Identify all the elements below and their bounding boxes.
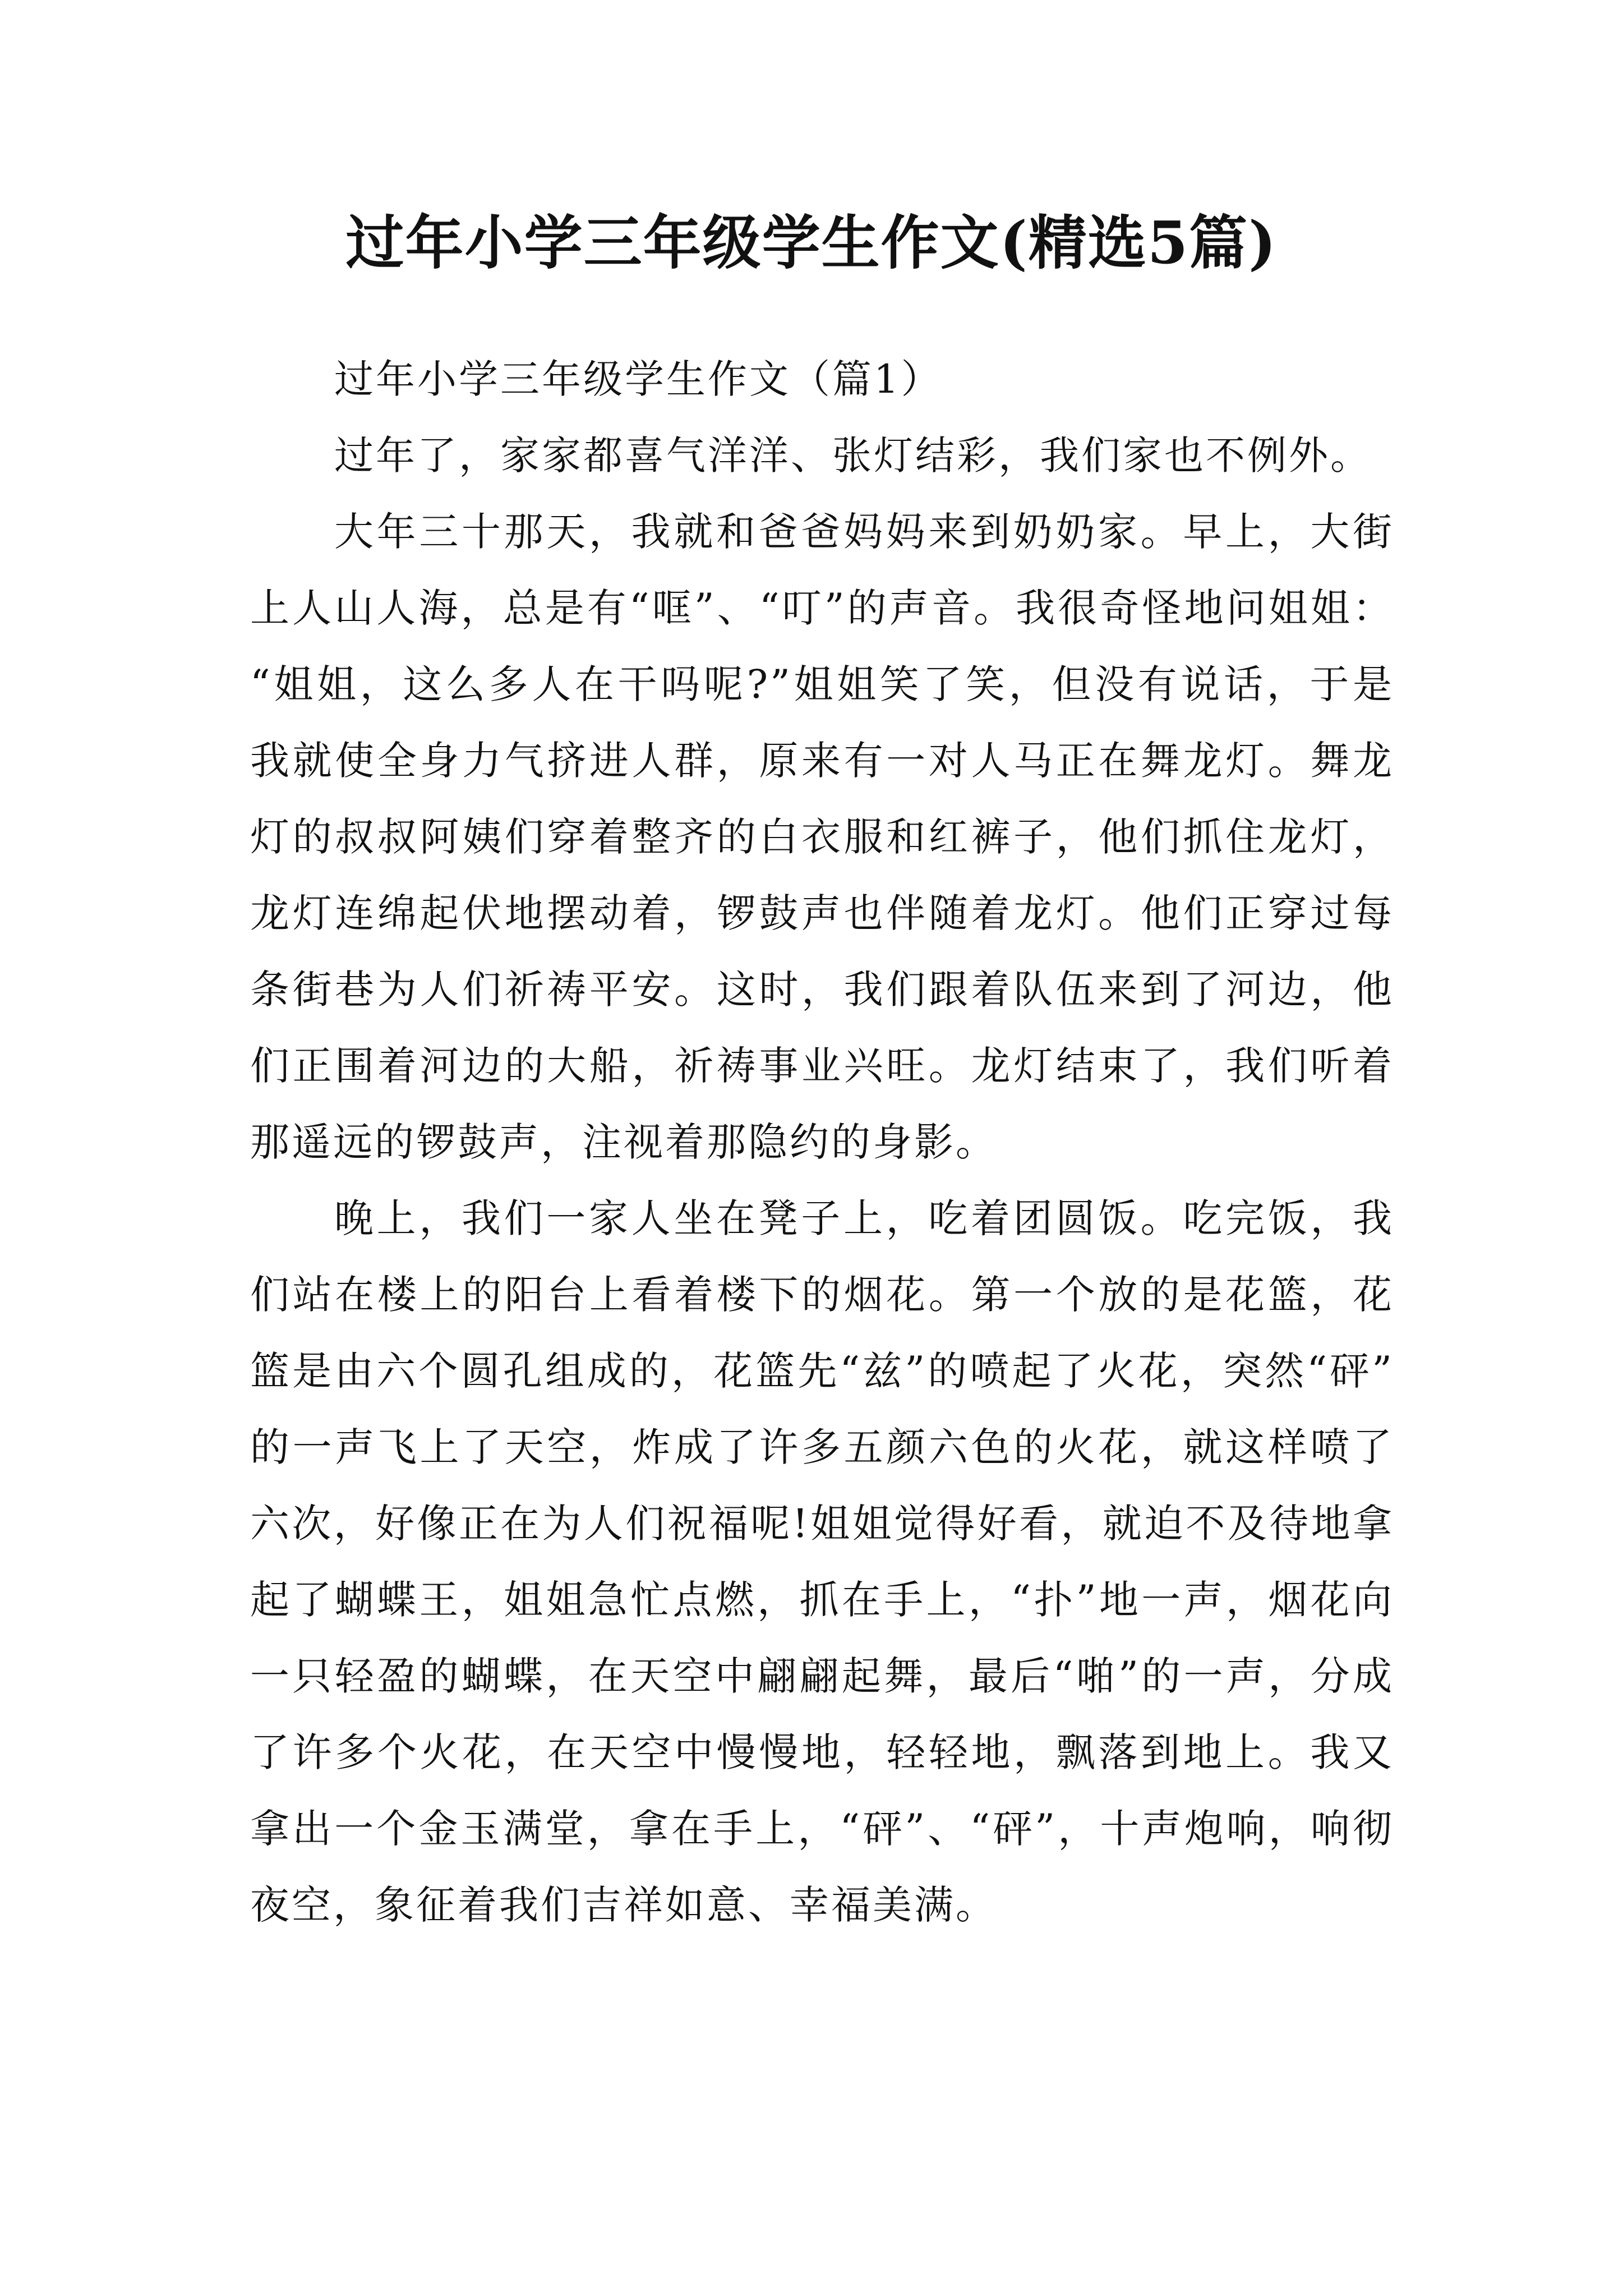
paragraph: 大年三十那天，我就和爸爸妈妈来到奶奶家。早上，大街上人山人海，总是有“哐”、“叮”的声音。我很奇怪地问姐姐：“姐姐，这么多人在干吗呢?”姐姐笑了笑，但没有说话，于是我就使全身力气挤进人群，原来有一对人马正在舞龙灯。舞龙灯的叔叔阿姨们穿着整齐的白衣服和红裤子，他们抓住龙灯，龙灯连绵起伏地摆动着，锣鼓声也伴随着龙灯。他们正穿过每条街巷为人们祈祷平安。这时，我们跟着队伍来到了河边，他们正围着河边的大船，祈祷事业兴旺。龙灯结束了，我们听着那遥远的锣鼓声，注视着那隐约的身影。 (250, 509, 1394, 1165)
section-heading: 过年小学三年级学生作文（篇1） (334, 356, 943, 402)
paragraph: 晚上，我们一家人坐在凳子上，吃着团圆饭。吃完饭，我们站在楼上的阳台上看着楼下的烟花。第一个放的是花篮，花篮是由六个圆孔组成的，花篮先“兹”的喷起了火花，突然“砰”的一声飞上了天空，炸成了许多五颜六色的火花，就这样喷了六次，好像正在为人们祝福呢!姐姐觉得好看，就迫不及待地拿起了蝴蝶王，姐姐急忙点燃，抓在手上，“扑”地一声，烟花向一只轻盈的蝴蝶，在天空中翩翩起舞，最后“啪”的一声，分成了许多个火花，在天空中慢慢地，轻轻地，飘落到地上。我又拿出一个金玉满堂，拿在手上，“砰”、“砰”，十声炮响，响彻夜空，象征着我们吉祥如意、幸福美满。 (250, 1195, 1394, 1928)
document-title: 过年小学三年级学生作文(精选5篇) (345, 208, 1278, 277)
paragraph: 过年了，家家都喜气洋洋、张灯结彩，我们家也不例外。 (334, 432, 1372, 478)
document-body (250, 341, 1394, 1943)
